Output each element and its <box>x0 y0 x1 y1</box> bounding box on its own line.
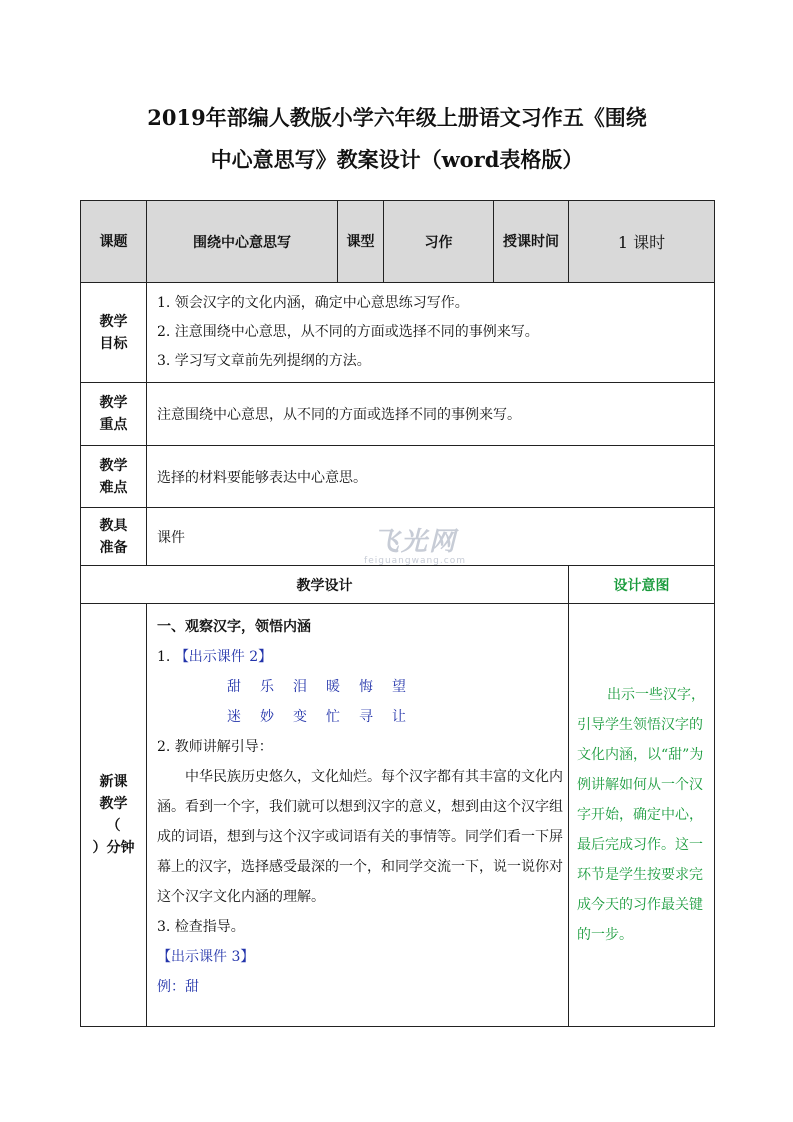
chars-row-2 <box>157 702 564 732</box>
tools-label: 教具准备 <box>81 508 147 566</box>
key-points-row <box>81 383 715 446</box>
difficulties-label: 教学难点 <box>81 446 147 508</box>
goals-row <box>81 283 715 383</box>
difficulties-row <box>81 446 715 508</box>
design-intent <box>569 604 715 1027</box>
lesson-row <box>81 604 715 1027</box>
lesson-label <box>81 604 147 1027</box>
lesson-plan-table <box>80 200 715 1027</box>
design-header-left: 教学设计 <box>81 566 569 604</box>
lesson-label-line-2: 教学 <box>99 796 128 812</box>
time-label-text: 授课时间 <box>503 233 559 250</box>
time-value: 1 课时 <box>569 201 715 283</box>
time-label <box>494 201 569 283</box>
lesson-paragraph: 中华民族历史悠久，文化灿烂。每个汉字都有其丰富的文化内涵。看到一个字，我们就可以想到汉字的意义，想到由这个汉字组成的词语，想到与这个汉字或词语有关的事情等。同学们看一下屏幕上的汉字，选择感受最深的一个，和同学交流一下，说一说你对这个汉字文化内涵的理解。 <box>157 769 563 905</box>
show-courseware-3: 【出示课件 3】 <box>157 949 255 965</box>
step-2: 2. 教师讲解引导： <box>157 739 273 755</box>
goals-label: 教学目标 <box>81 283 147 383</box>
lesson-label-line-1: 新课 <box>99 774 128 790</box>
topic-value: 围绕中心意思写 <box>147 201 338 283</box>
char: 泪 <box>293 679 307 695</box>
section-title: 一、观察汉字，领悟内涵 <box>157 619 311 635</box>
watermark-text: 飞光网 <box>372 527 457 557</box>
char: 暖 <box>326 679 340 695</box>
show-courseware-2: 【出示课件 2】 <box>174 649 273 665</box>
difficulties-text: 选择的材料要能够表达中心意思。 <box>147 446 715 508</box>
example: 例：甜 <box>157 979 199 995</box>
char: 迷 <box>227 709 241 725</box>
design-header-row <box>81 566 715 604</box>
goals-content <box>147 283 715 383</box>
key-points-label: 教学重点 <box>81 383 147 446</box>
design-note: 出示一些汉字，引导学生领悟汉字的文化内涵，以“甜”为例讲解如何从一个汉字开始，确定中心，最后完成习作。这一环节是学生按要求完成今天的习作最关键的一步。 <box>577 687 705 943</box>
char: 甜 <box>227 679 241 695</box>
type-value: 习作 <box>384 201 494 283</box>
chars-row-1 <box>157 672 564 702</box>
goal-item-1: 1. 领会汉字的文化内涵，确定中心意思练习写作。 <box>157 295 469 311</box>
watermark-url: feiguangwang.com <box>364 556 466 566</box>
lesson-content <box>147 604 569 1027</box>
char: 悔 <box>359 679 373 695</box>
char: 望 <box>392 679 406 695</box>
lesson-label-line-3: （ <box>106 818 121 834</box>
header-row <box>81 201 715 283</box>
document-title-line-2: 中心意思写》教案设计（word表格版） <box>210 147 584 172</box>
char: 变 <box>293 709 307 725</box>
key-points-text: 注意围绕中心意思，从不同的方面或选择不同的事例来写。 <box>147 383 715 446</box>
char: 寻 <box>359 709 373 725</box>
step-1 <box>157 642 564 672</box>
step-1-prefix: 1. <box>157 649 175 665</box>
char: 乐 <box>260 679 274 695</box>
design-header-right: 设计意图 <box>569 566 715 604</box>
goal-item-3: 3. 学习写文章前先列提纲的方法。 <box>157 353 371 369</box>
tools-text: 课件 <box>147 508 715 566</box>
char: 妙 <box>260 709 274 725</box>
goal-item-2: 2. 注意围绕中心意思，从不同的方面或选择不同的事例来写。 <box>157 324 539 340</box>
step-3: 3. 检查指导。 <box>157 919 245 935</box>
document-title-line-1: 2019年部编人教版小学六年级上册语文习作五《围绕 <box>147 105 647 130</box>
char: 让 <box>392 709 406 725</box>
watermark-logo <box>360 528 470 566</box>
topic-label: 课题 <box>81 201 147 283</box>
type-label: 课型 <box>338 201 384 283</box>
char: 忙 <box>326 709 340 725</box>
lesson-label-line-4: ）分钟 <box>92 840 135 856</box>
